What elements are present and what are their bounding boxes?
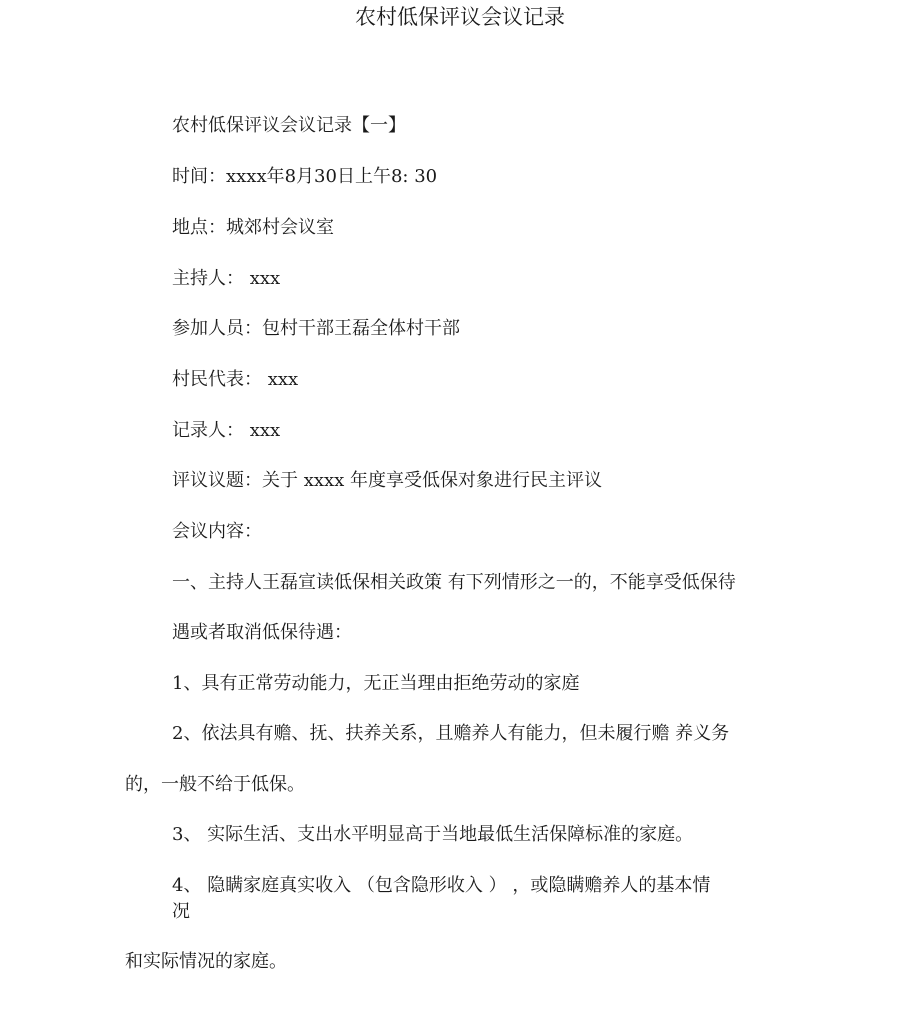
content-label: 会议内容： — [172, 521, 262, 542]
paragraph-1-line-2: 遇或者取消低保待遇： — [172, 622, 352, 643]
list-item-4-line-2: 况 — [172, 901, 190, 922]
list-item-3: 3、 实际生活、支出水平明显高于当地最低生活保障标准的家庭。 — [172, 824, 694, 845]
section-heading: 农村低保评议会议记录【一】 — [172, 115, 406, 136]
document-title: 农村低保评议会议记录 — [355, 5, 565, 29]
list-item-1: 1、具有正常劳动能力，无正当理由拒绝劳动的家庭 — [172, 673, 580, 694]
paragraph-1-line-1: 一、主持人王磊宣读低保相关政策 有下列情形之一的，不能享受低保待 — [172, 572, 736, 593]
list-item-2-line-2: 的，一般不给于低保。 — [125, 774, 305, 795]
meeting-location: 地点：城郊村会议室 — [172, 217, 334, 238]
meeting-attendees: 参加人员：包村干部王磊全体村干部 — [172, 318, 460, 339]
meeting-topic: 评议议题：关于 xxxx 年度享受低保对象进行民主评议 — [172, 470, 603, 491]
list-item-2-line-1: 2、依法具有赡、抚、扶养关系，且赡养人有能力，但未履行赡 养义务 — [172, 723, 730, 744]
meeting-recorder: 记录人： xxx — [172, 420, 281, 441]
meeting-time: 时间：xxxx年8月30日上午8: 30 — [172, 166, 438, 187]
meeting-host: 主持人： xxx — [172, 268, 281, 289]
list-item-4-line-1: 4、 隐瞒家庭真实收入 （包含隐形收入 ） ，或隐瞒赡养人的基本情 — [172, 875, 711, 896]
list-item-4-line-3: 和实际情况的家庭。 — [125, 951, 287, 972]
villager-representative: 村民代表： xxx — [172, 369, 299, 390]
